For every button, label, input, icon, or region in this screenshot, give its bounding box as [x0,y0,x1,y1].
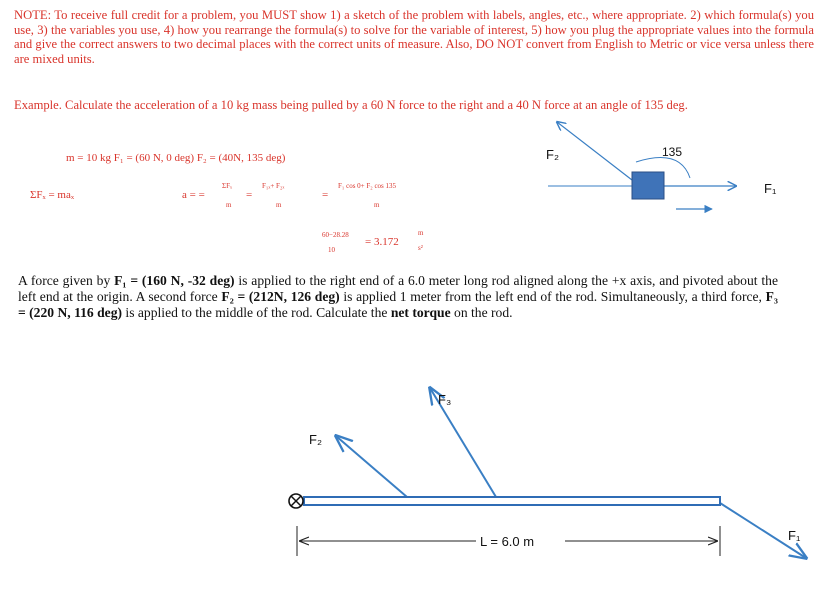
rod-f3-label: F₃ [438,392,452,407]
problem-text-5: on the rod. [450,305,513,320]
note-paragraph: NOTE: To receive full credit for a problem, you MUST show 1) a sketch of the problem with labels, angles, etc., where appropriate. 2) which formula(s) you use, 3) the variables you use, 4) how you rearrange the formula(s) to solve for the variable of interest, 5) how you plug the appropriate values into the formula and give the correct answers to two decimal places with the correct units of measure. Also, DO NOT convert from English to Metric or vice versa unless there are mixed units. [14,8,814,66]
example-f2-label: F₂ [546,147,559,162]
accel-prefix: a = = [182,189,205,201]
given-values: m = 10 kg F₁ = (60 N, 0 deg) F₂ = (40N, 135 deg) [66,152,286,164]
rod-length-label: L = 6.0 m [480,534,535,549]
frac-sum-num: ΣFₓ [222,182,232,190]
mass-box [632,172,664,199]
example-diagram [546,122,777,209]
example-angle-label: 135 [662,145,683,159]
problem-f2-value: = (212N, 126 deg) [233,289,340,304]
equals-sign-2: = [322,189,329,201]
problem-f1-label: F₁ [114,273,127,288]
frac-components-num: F₁ₓ+ F₂ₓ [262,182,285,190]
problem-torque-label: net torque [390,305,451,320]
frac-sum-den: m [226,201,232,209]
newton-second-law: ΣFₓ = maₓ [30,189,75,201]
problem-text-3: is applied 1 meter from the left end of the rod. Simultaneously, a third force, [339,289,766,304]
frac-calc-den: 10 [328,246,335,254]
problem-f3-label: F₃ [765,289,779,304]
rod-f2-arrow [336,436,407,497]
equals-sign-1: = [246,189,253,201]
problem-f2-label: F₂ [221,289,234,304]
problem-text-4: is applied to the middle of the rod. Calculate the [122,305,391,320]
rod [304,497,720,505]
unit-den: s² [418,244,423,252]
problem-f3-value: = (220 N, 116 deg) [18,305,123,320]
pivot-icon [289,494,303,508]
problem-paragraph [18,273,778,321]
example-paragraph: Example. Calculate the acceleration of a 10 kg mass being pulled by a 60 N force to the right and a 40 N force at an angle of 135 deg. [14,98,688,112]
frac-components-den: m [276,201,282,209]
problem-text-2: is applied to the right end of a 6.0 meter long rod aligned along the +x axis, and pivoted about the left end at the origin. A second force [18,273,778,304]
frac-cos-den: m [374,201,380,209]
problem-f1-value: = (160 N, -32 deg) [126,273,235,288]
rod-diagram [289,388,806,558]
frac-calc-num: 60−28.28 [322,231,349,239]
unit-num: m [418,229,424,237]
rod-f1-label: F₁ [788,528,801,543]
rod-f2-label: F₂ [309,432,322,447]
f2-arrow [557,122,632,180]
example-f1-label: F₁ [764,181,777,196]
accel-result: = 3.172 [365,236,399,248]
problem-text-1: A force given by [18,273,115,288]
frac-cos-num: F₁ cos 0+ F₂ cos 135 [338,182,397,190]
